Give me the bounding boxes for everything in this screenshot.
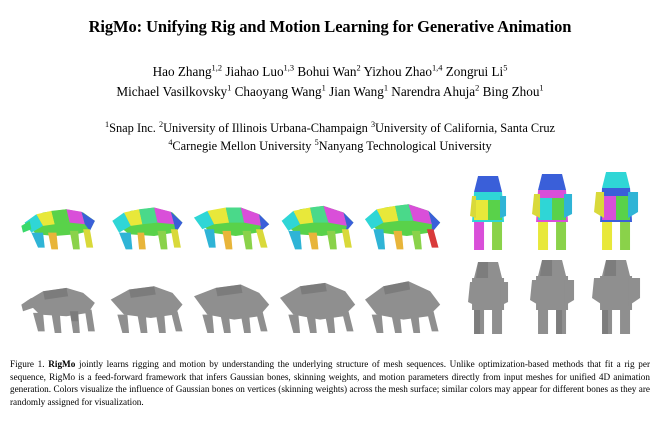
author-name: Jian Wang (329, 84, 384, 100)
colored-skinning-weight-dinosaur-sequence (14, 170, 444, 256)
dinosaur-gray-frame (189, 258, 273, 338)
figure-caption-label: Figure 1. (10, 359, 45, 369)
affiliation-marker: 4 (168, 138, 173, 148)
author-line-1 (46, 62, 614, 82)
author-affiliation-marker: 1 (321, 83, 326, 93)
author-list (46, 62, 614, 103)
bear-colored-mesh-icon (458, 170, 518, 256)
page-title: RigMo: Unifying Rig and Motion Learning for Generative Animation (88, 17, 572, 36)
dinosaur-gray-mesh-icon (360, 258, 444, 338)
author-affiliation-marker: 2 (356, 63, 361, 73)
affiliation-name: Nanyang Technological University (318, 139, 492, 154)
author-affiliation-marker: 5 (503, 63, 508, 73)
affiliation-name: University of California, Santa Cruz (375, 120, 556, 135)
author-name: Zongrui Li (445, 63, 504, 79)
bear-colored-frame (522, 170, 582, 256)
bear-gray-frame (586, 258, 646, 338)
author-name: Michael Vasilkovsky (116, 84, 228, 100)
dinosaur-colored-frame (189, 170, 273, 256)
bear-gray-mesh-icon (458, 258, 518, 338)
figure-row-gray (14, 258, 646, 338)
dinosaur-colored-frame (360, 170, 444, 256)
bear-gray-mesh-icon (522, 258, 582, 338)
author-line-2 (46, 82, 614, 102)
dinosaur-gray-mesh-icon (104, 258, 188, 338)
bear-colored-frame (458, 170, 518, 256)
figure-caption-lead: RigMo (48, 359, 76, 369)
dinosaur-gray-frame (360, 258, 444, 338)
affiliation-name: Carnegie Mellon University (172, 139, 312, 154)
bear-colored-frame (586, 170, 646, 256)
dinosaur-gray-frame (275, 258, 359, 338)
dinosaur-colored-mesh-icon (104, 170, 188, 256)
author-affiliation-marker: 1,4 (431, 63, 443, 73)
teaser-figure (14, 170, 646, 340)
dinosaur-colored-frame (18, 170, 102, 256)
affiliation-marker: 3 (370, 119, 376, 129)
affiliation-name: Snap Inc. (109, 120, 156, 135)
author-affiliation-marker: 2 (475, 83, 480, 93)
author-name: Yizhou Zhao (363, 63, 432, 79)
dinosaur-gray-mesh-icon (18, 258, 102, 338)
dinosaur-colored-frame (104, 170, 188, 256)
gray-mesh-dinosaur-sequence (14, 258, 444, 338)
affiliation-list (40, 119, 620, 156)
affiliation-marker: 5 (314, 138, 319, 148)
bear-gray-frame (522, 258, 582, 338)
colored-skinning-weight-bear-sequence (444, 170, 646, 256)
gray-mesh-bear-sequence (444, 258, 646, 338)
affiliation-line-1 (40, 119, 620, 138)
dinosaur-colored-mesh-icon (189, 170, 273, 256)
author-name: Hao Zhang (152, 63, 212, 79)
bear-colored-mesh-icon (522, 170, 582, 256)
affiliation-line-2 (40, 137, 620, 156)
bear-colored-mesh-icon (586, 170, 646, 256)
bear-gray-mesh-icon (586, 258, 646, 338)
figure-row-colored (14, 170, 646, 256)
author-affiliation-marker: 1 (227, 83, 232, 93)
dinosaur-gray-frame (18, 258, 102, 338)
author-affiliation-marker: 1 (539, 83, 544, 93)
author-name: Jiahao Luo (225, 63, 284, 79)
author-affiliation-marker: 1,3 (283, 63, 295, 73)
dinosaur-colored-frame (275, 170, 359, 256)
author-name: Chaoyang Wang (234, 84, 322, 100)
figure-caption-text: jointly learns rigging and motion by understanding the underlying structure of mesh sequences. Unlike optimization-based methods that fit a rig per sequence, RigMo is a feed-forward framework that infers Gaussian bones, skinning weights, and motion parameters directly from input meshes for unified 4D animation generation. Colors visualize the influence of Gaussian bones on vertices (skinning weights) across the mesh surface; similar colors may appear for different bones as they are randomly assigned for visualization. (10, 359, 650, 408)
paper-page (0, 17, 660, 426)
dinosaur-colored-mesh-icon (18, 170, 102, 256)
bear-gray-frame (458, 258, 518, 338)
dinosaur-gray-mesh-icon (189, 258, 273, 338)
dinosaur-gray-frame (104, 258, 188, 338)
author-name: Narendra Ahuja (391, 84, 476, 100)
author-name: Bing Zhou (482, 84, 540, 100)
author-affiliation-marker: 1 (383, 83, 388, 93)
author-name: Bohui Wan (297, 63, 357, 79)
author-affiliation-marker: 1,2 (211, 63, 223, 73)
affiliation-marker: 2 (159, 119, 164, 129)
affiliation-marker: 1 (104, 119, 110, 129)
dinosaur-colored-mesh-icon (275, 170, 359, 256)
affiliation-name: University of Illinois Urbana-Champaign (163, 120, 368, 135)
figure-caption (10, 358, 650, 409)
dinosaur-colored-mesh-icon (360, 170, 444, 256)
dinosaur-gray-mesh-icon (275, 258, 359, 338)
